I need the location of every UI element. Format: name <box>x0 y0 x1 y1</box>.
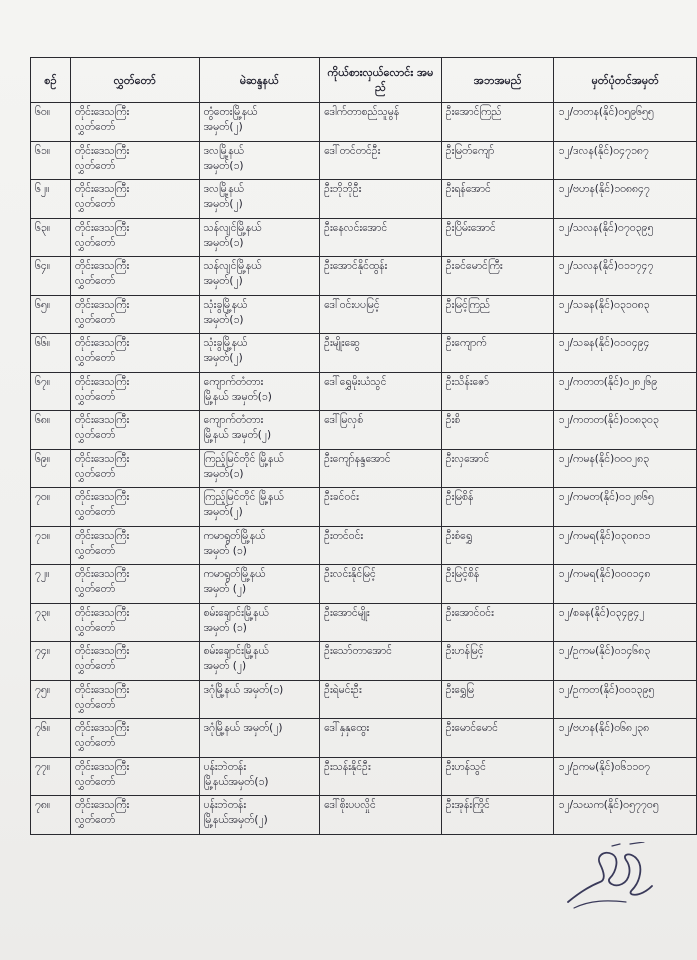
row-father-name: ဦးအောင်ဝင်း <box>441 603 554 642</box>
header-serial: စဉ် <box>31 58 71 103</box>
row-candidate-name: ဒေါ်စိုးပပလှိုင် <box>320 796 442 835</box>
row-candidate-name: ဒေါ်နှနှထွေး <box>320 719 442 758</box>
row-father-name: ဦးမြတ်ကျော် <box>441 141 554 180</box>
row-father-name: ဦးရန်အောင် <box>441 180 554 219</box>
row-serial: ၇၇။ <box>31 757 71 796</box>
row-candidate-name: ဒေါ်ဝင်းပပမြင့် <box>320 295 442 334</box>
row-hluttaw: တိုင်းဒေသကြီး လွှတ်တော် <box>70 680 199 719</box>
row-hluttaw: တိုင်းဒေသကြီး လွှတ်တော် <box>70 295 199 334</box>
row-constituency: ကျောက်တံတား မြို့နယ် အမှတ်(၂) <box>199 411 320 450</box>
row-serial: ၇၆။ <box>31 719 71 758</box>
row-father-name: ဦးအုန်းကြိုင် <box>441 796 554 835</box>
row-hluttaw: တိုင်းဒေသကြီး လွှတ်တော် <box>70 449 199 488</box>
row-candidate-name: ဒေါ်မြလှစ် <box>320 411 442 450</box>
row-hluttaw: တိုင်းဒေသကြီး လွှတ်တော် <box>70 488 199 527</box>
row-serial: ၆၄။ <box>31 257 71 296</box>
row-father-name: ဦးရွှေမြ <box>441 680 554 719</box>
row-nrc: ၁၂/ကမရ(နိုင်)၀၃၀၈၁၁ <box>554 526 697 565</box>
row-father-name: ဦးခင်မောင်ကြီး <box>441 257 554 296</box>
table-row <box>31 334 697 373</box>
row-hluttaw: တိုင်းဒေသကြီး လွှတ်တော် <box>70 103 199 142</box>
table-row <box>31 449 697 488</box>
row-hluttaw: တိုင်းဒေသကြီး လွှတ်တော် <box>70 257 199 296</box>
row-father-name: ဦးစိ <box>441 411 554 450</box>
row-father-name: ဦးမောင်မောင် <box>441 719 554 758</box>
row-candidate-name: ဦးရဲမင်းဦး <box>320 680 442 719</box>
row-constituency: စမ်းချောင်းမြို့နယ် အမှတ် (၂) <box>199 642 320 681</box>
table-row <box>31 180 697 219</box>
row-constituency: စမ်းချောင်းမြို့နယ် အမှတ် (၁) <box>199 603 320 642</box>
row-constituency: သန်လျင်မြို့နယ် အမှတ်(၁) <box>199 218 320 257</box>
table-row <box>31 295 697 334</box>
row-serial: ၆၉။ <box>31 449 71 488</box>
row-serial: ၇၀။ <box>31 488 71 527</box>
row-nrc: ၁၂/သလန(နိုင်)၀၇၀၃၉၅ <box>554 218 697 257</box>
table-row <box>31 680 697 719</box>
candidate-table <box>30 57 697 835</box>
row-constituency: ကမာရွတ်မြို့နယ် အမှတ် (၂) <box>199 565 320 604</box>
row-candidate-name: ဦးဘိုဘိုဦး <box>320 180 442 219</box>
header-candidate-name: ကိုယ်စားလှယ်လောင်း အမည် <box>320 58 442 103</box>
row-nrc: ၁၂/ဥကမ(နိုင်)၀၁၄၆၈၃ <box>554 642 697 681</box>
table-row <box>31 103 697 142</box>
row-nrc: ၁၂/သဃက(နိုင်)၀၅၇၇၀၅ <box>554 796 697 835</box>
table-row <box>31 488 697 527</box>
table-row <box>31 141 697 180</box>
row-father-name: ဦးအောင်ကြည် <box>441 103 554 142</box>
row-serial: ၆၃။ <box>31 218 71 257</box>
row-hluttaw: တိုင်းဒေသကြီး လွှတ်တော် <box>70 526 199 565</box>
row-father-name: ဦးကျောက် <box>441 334 554 373</box>
table-row <box>31 218 697 257</box>
row-candidate-name: ဦးအောင်မျိုး <box>320 603 442 642</box>
table-row <box>31 642 697 681</box>
row-candidate-name: ဦးသန်းနိုင်ဦး <box>320 757 442 796</box>
row-hluttaw: တိုင်းဒေသကြီး လွှတ်တော် <box>70 603 199 642</box>
row-nrc: ၁၂/ကမတ(နိုင်)၀၁၂၈၆၅ <box>554 488 697 527</box>
row-nrc: ၁၂/ကမရ(နိုင်)၀၀၀၁၄၈ <box>554 565 697 604</box>
row-constituency: ပန်းဘဲတန်း မြို့နယ်အမှတ်(၂) <box>199 796 320 835</box>
row-candidate-name: ဒေါက်တာစည်သူမွန် <box>320 103 442 142</box>
row-serial: ၆၅။ <box>31 295 71 334</box>
row-constituency: သန်လျင်မြို့နယ် အမှတ်(၂) <box>199 257 320 296</box>
row-serial: ၇၁။ <box>31 526 71 565</box>
row-candidate-name: ဒေါ်ရွှေမိုးယံသွင် <box>320 372 442 411</box>
row-candidate-name: ဒေါ်တင်တင်ဦး <box>320 141 442 180</box>
table-row <box>31 411 697 450</box>
row-serial: ၆၇။ <box>31 372 71 411</box>
row-serial: ၇၃။ <box>31 603 71 642</box>
row-serial: ၆၁။ <box>31 141 71 180</box>
row-father-name: ဦးမြစိန် <box>441 488 554 527</box>
row-nrc: ၁၂/သလန(နိုင်)၀၁၁၇၄၇ <box>554 257 697 296</box>
row-hluttaw: တိုင်းဒေသကြီး လွှတ်တော် <box>70 796 199 835</box>
row-nrc: ၁၂/ကတတ(နိုင်)၀၁၈၃၀၃ <box>554 411 697 450</box>
row-hluttaw: တိုင်းဒေသကြီး လွှတ်တော် <box>70 372 199 411</box>
table-header <box>31 58 697 103</box>
row-nrc: ၁၂/စခန(နိုင်)၀၃၄၉၄၂ <box>554 603 697 642</box>
row-father-name: ဦးစံရွှေ <box>441 526 554 565</box>
row-hluttaw: တိုင်းဒေသကြီး လွှတ်တော် <box>70 642 199 681</box>
table-row <box>31 526 697 565</box>
row-nrc: ၁၂/ဗဟန(နိုင်)၀၆၈၂၃၈ <box>554 719 697 758</box>
row-hluttaw: တိုင်းဒေသကြီး လွှတ်တော် <box>70 757 199 796</box>
row-constituency: ကြည့်မြင်တိုင် မြို့နယ် အမှတ်(၂) <box>199 488 320 527</box>
row-constituency: တွံတေးမြို့နယ် အမှတ်(၂) <box>199 103 320 142</box>
header-father-name: အဘအမည် <box>441 58 554 103</box>
row-constituency: သုံးခွမြို့နယ် အမှတ်(၁) <box>199 295 320 334</box>
row-nrc: ၁၂/ဥကမ(နိုင်)၀၆၁၁၀၇ <box>554 757 697 796</box>
header-constituency: မဲဆန္ဒနယ် <box>199 58 320 103</box>
row-nrc: ၁၂/ကတတ(နိုင်)၀၂၈၂၆၉ <box>554 372 697 411</box>
table-body <box>31 103 697 835</box>
row-serial: ၆၈။ <box>31 411 71 450</box>
row-serial: ၇၅။ <box>31 680 71 719</box>
row-father-name: ဦးသိန်းဇော် <box>441 372 554 411</box>
table-row <box>31 372 697 411</box>
row-constituency: ကျောက်တံတား မြို့နယ် အမှတ်(၁) <box>199 372 320 411</box>
row-father-name: ဦးဟန်သွင် <box>441 757 554 796</box>
table-row <box>31 757 697 796</box>
row-candidate-name: ဦးနေလင်းအောင် <box>320 218 442 257</box>
row-hluttaw: တိုင်းဒေသကြီး လွှတ်တော် <box>70 411 199 450</box>
row-constituency: ဒဂုံမြို့နယ် အမှတ်(၂) <box>199 719 320 758</box>
row-father-name: ဦးဟန်မြင့် <box>441 642 554 681</box>
row-serial: ၆၆။ <box>31 334 71 373</box>
row-hluttaw: တိုင်းဒေသကြီး လွှတ်တော် <box>70 180 199 219</box>
table-row <box>31 603 697 642</box>
row-nrc: ၁၂/ဥကတ(နိုင်)၀၀၁၃၉၅ <box>554 680 697 719</box>
header-nrc: မှတ်ပုံတင်အမှတ် <box>554 58 697 103</box>
row-nrc: ၁၂/သခန(နိုင်)၀၃၁၀၈၃ <box>554 295 697 334</box>
table-row <box>31 796 697 835</box>
row-constituency: ကြည့်မြင်တိုင် မြို့နယ် အမှတ်(၁) <box>199 449 320 488</box>
table-row <box>31 257 697 296</box>
row-nrc: ၁၂/သခန(နိုင်)၀၁၀၄၉၄ <box>554 334 697 373</box>
row-serial: ၇၂။ <box>31 565 71 604</box>
row-serial: ၇၈။ <box>31 796 71 835</box>
row-nrc: ၁၂/ကမန(နိုင်)၀၀၀၂၈၃ <box>554 449 697 488</box>
table-row <box>31 719 697 758</box>
row-father-name: ဦးမြင့်စိန် <box>441 565 554 604</box>
row-father-name: ဦးမြင့်ကြည် <box>441 295 554 334</box>
row-nrc: ၁၂/ဒလန(နိုင်)၀၄၇၁၈၇ <box>554 141 697 180</box>
row-candidate-name: ဦးတင်ဝင်း <box>320 526 442 565</box>
row-candidate-name: ဦးကျော်နန္ဒအောင် <box>320 449 442 488</box>
table-row <box>31 565 697 604</box>
row-nrc: ၁၂/တတန(နိုင်)၀၅၉၆၅၅ <box>554 103 697 142</box>
row-hluttaw: တိုင်းဒေသကြီး လွှတ်တော် <box>70 565 199 604</box>
row-serial: ၆၂။ <box>31 180 71 219</box>
row-father-name: ဦးပြိမ်းအောင် <box>441 218 554 257</box>
signature <box>560 842 660 912</box>
row-constituency: သုံးခွမြို့နယ် အမှတ်(၂) <box>199 334 320 373</box>
row-father-name: ဦးလှအောင် <box>441 449 554 488</box>
row-candidate-name: ဦးအောင်နိုင်ထွန်း <box>320 257 442 296</box>
row-candidate-name: ဦးသော်တာအောင် <box>320 642 442 681</box>
row-hluttaw: တိုင်းဒေသကြီး လွှတ်တော် <box>70 218 199 257</box>
row-serial: ၆၀။ <box>31 103 71 142</box>
row-constituency: ကမာရွတ်မြို့နယ် အမှတ် (၁) <box>199 526 320 565</box>
row-constituency: ဒလမြို့နယ် အမှတ်(၁) <box>199 141 320 180</box>
row-hluttaw: တိုင်းဒေသကြီး လွှတ်တော် <box>70 141 199 180</box>
row-hluttaw: တိုင်းဒေသကြီး လွှတ်တော် <box>70 334 199 373</box>
header-hluttaw: လွှတ်တော် <box>70 58 199 103</box>
row-constituency: ပန်းဘဲတန်း မြို့နယ်အမှတ်(၁) <box>199 757 320 796</box>
row-candidate-name: ဦးခင်ဝင်း <box>320 488 442 527</box>
row-candidate-name: ဦးမျိုးဆွေ <box>320 334 442 373</box>
row-constituency: ဒလမြို့နယ် အမှတ်(၂) <box>199 180 320 219</box>
row-hluttaw: တိုင်းဒေသကြီး လွှတ်တော် <box>70 719 199 758</box>
row-nrc: ၁၂/ဗဟန(နိုင်)၁၀၈၈၄၇ <box>554 180 697 219</box>
row-serial: ၇၄။ <box>31 642 71 681</box>
row-candidate-name: ဦးလင်းနိုင်မြင့် <box>320 565 442 604</box>
row-constituency: ဒဂုံမြို့နယ် အမှတ်(၁) <box>199 680 320 719</box>
